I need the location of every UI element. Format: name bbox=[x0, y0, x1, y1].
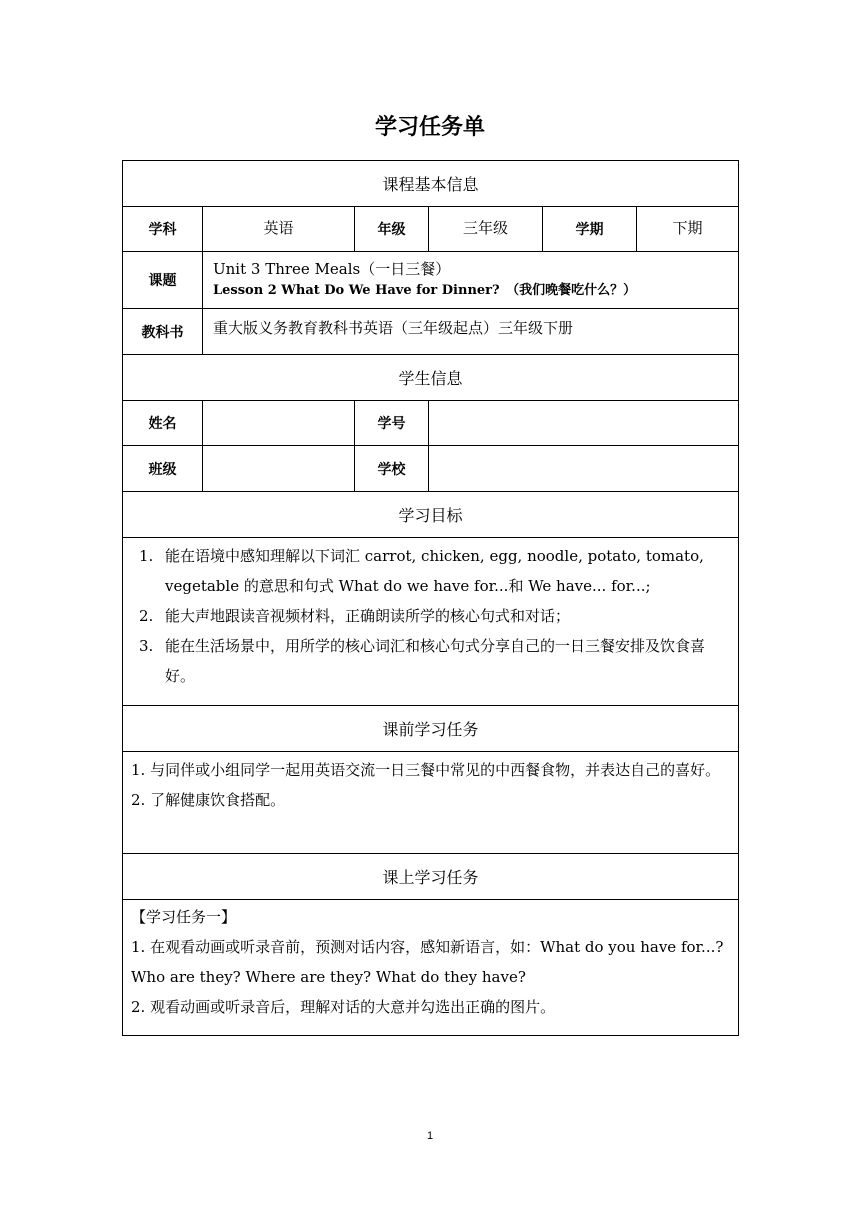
grade-label: 年级 bbox=[355, 207, 429, 252]
topic-line-2: Lesson 2 What Do We Have for Dinner? （我们晚餐吃什么？） bbox=[213, 283, 637, 298]
section-student-info: 学生信息 bbox=[123, 355, 739, 401]
in-class-item: 2. 观看动画或听录音后，理解对话的大意并勾选出正确的图片。 bbox=[131, 998, 556, 1016]
pre-class-item: 2. 了解健康饮食搭配。 bbox=[131, 791, 286, 809]
section-objectives: 学习目标 bbox=[123, 492, 739, 538]
term-value: 下期 bbox=[637, 207, 739, 252]
textbook-value: 重大版义务教育教科书英语（三年级起点）三年级下册 bbox=[203, 309, 739, 355]
pre-class-item: 1. 与同伴或小组同学一起用英语交流一日三餐中常见的中西餐食物，并表达自己的喜好。 bbox=[131, 761, 721, 779]
page-number: 1 bbox=[426, 1130, 434, 1142]
school-label: 学校 bbox=[355, 446, 429, 492]
in-class-cell bbox=[123, 900, 739, 1036]
name-label: 姓名 bbox=[123, 401, 203, 446]
document-title: 学习任务单 bbox=[374, 115, 485, 140]
task-heading: 【学习任务一】 bbox=[131, 908, 237, 926]
objectives-cell bbox=[123, 538, 739, 706]
topic-label: 课题 bbox=[123, 252, 203, 309]
objective-item: 2. 能大声地跟读音视频材料，正确朗读所学的核心句式和对话； bbox=[139, 607, 571, 625]
student-id-label: 学号 bbox=[355, 401, 429, 446]
school-field[interactable] bbox=[429, 446, 739, 492]
grade-value: 三年级 bbox=[429, 207, 543, 252]
student-id-field[interactable] bbox=[429, 401, 739, 446]
section-pre-class: 课前学习任务 bbox=[123, 706, 739, 752]
section-course-info: 课程基本信息 bbox=[123, 161, 739, 207]
name-field[interactable] bbox=[203, 401, 355, 446]
term-label: 学期 bbox=[543, 207, 637, 252]
subject-label: 学科 bbox=[123, 207, 203, 252]
pre-class-cell bbox=[123, 752, 739, 854]
in-class-item: 1. 在观看动画或听录音前，预测对话内容，感知新语言，如：What do you have for...? Who are they? Where are they? What do they have? bbox=[131, 938, 724, 986]
task-sheet-table bbox=[122, 160, 739, 1036]
objective-item: 3. 能在生活场景中，用所学的核心词汇和核心句式分享自己的一日三餐安排及饮食喜好。 bbox=[139, 637, 706, 685]
class-field[interactable] bbox=[203, 446, 355, 492]
objective-item: 1. 能在语境中感知理解以下词汇 carrot, chicken, egg, noodle, potato, tomato, vegetable 的意思和句式 What do we have for...和 We have... for...; bbox=[139, 547, 704, 595]
subject-value: 英语 bbox=[203, 207, 355, 252]
section-in-class: 课上学习任务 bbox=[123, 854, 739, 900]
textbook-label: 教科书 bbox=[123, 309, 203, 355]
topic-line-1: Unit 3 Three Meals（一日三餐） bbox=[213, 260, 451, 278]
class-label: 班级 bbox=[123, 446, 203, 492]
topic-value bbox=[203, 252, 739, 309]
